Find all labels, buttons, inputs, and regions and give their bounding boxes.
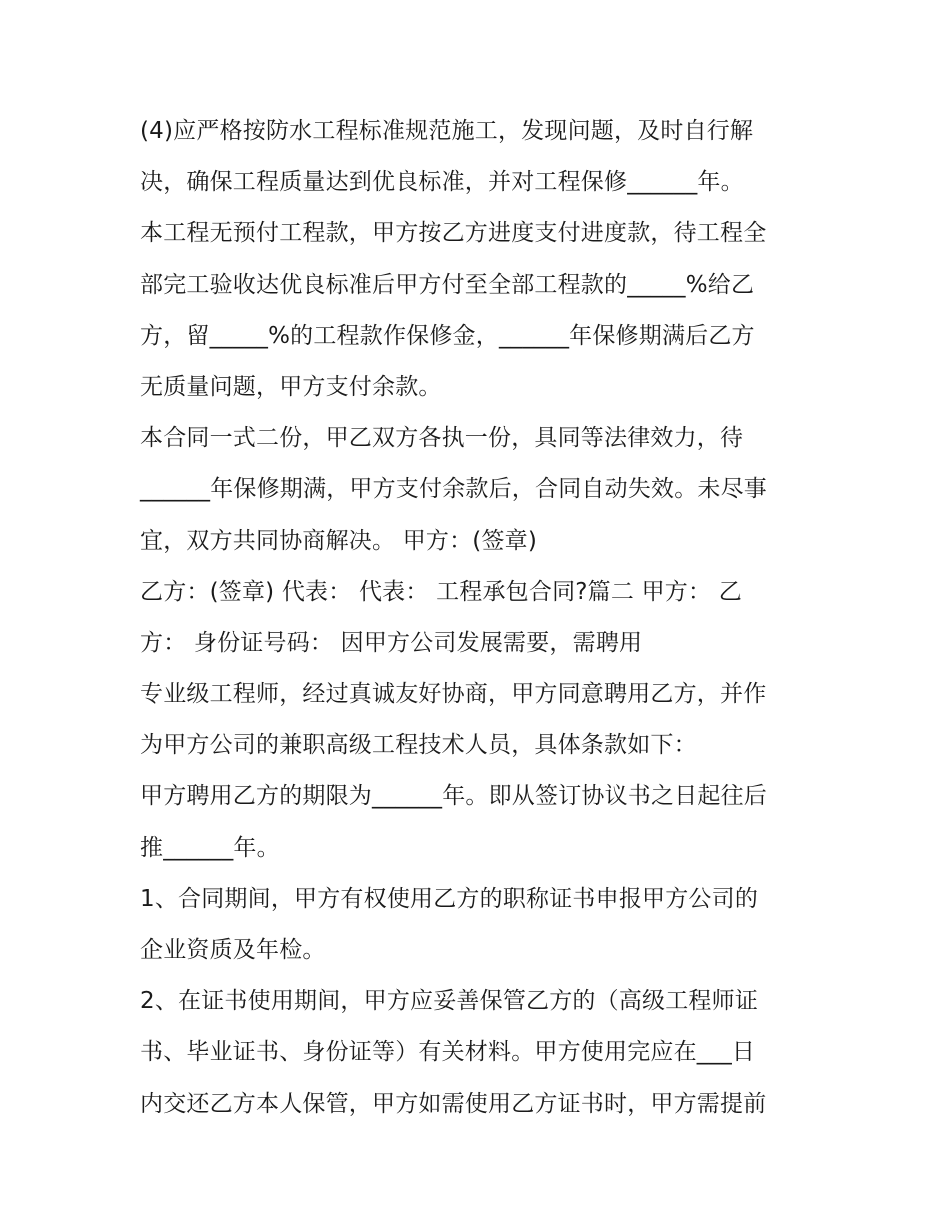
text-line: 乙方：(签章) 代表： 代表： 工程承包合同?篇二 甲方： 乙	[140, 578, 742, 605]
text-line: 专业级工程师，经过真诚友好协商，甲方同意聘用乙方，并作	[140, 681, 767, 708]
text-line: 部完工验收达优良标准后甲方付至全部工程款的_____%给乙	[140, 271, 755, 298]
text-line: 本合同一式二份，甲乙双方各执一份，具同等法律效力，待	[140, 425, 744, 452]
text-line: 方，留_____%的工程款作保修金，______年保修期满后乙方	[140, 322, 755, 349]
text-line: 书、毕业证书、身份证等）有关材料。甲方使用完应在___日	[140, 1039, 756, 1066]
text-line: 本工程无预付工程款，甲方按乙方进度支付进度款，待工程全	[140, 220, 767, 247]
text-line: 推______年。	[140, 834, 280, 861]
text-line: 宜，双方共同协商解决。 甲方：(签章)	[140, 527, 538, 554]
text-line: 1、合同期间，甲方有权使用乙方的职称证书申报甲方公司的	[140, 885, 759, 912]
text-line: 决，确保工程质量达到优良标准，并对工程保修______年。	[140, 169, 744, 196]
text-line: ______年保修期满，甲方支付余款后，合同自动失效。未尽事	[140, 476, 767, 503]
text-line: 企业资质及年检。	[140, 937, 326, 963]
text-line: 方： 身份证号码： 因甲方公司发展需要，需聘用	[140, 629, 643, 656]
text-line: 2、在证书使用期间，甲方应妥善保管乙方的（高级工程师证	[140, 988, 759, 1015]
text-line: 无质量问题，甲方支付余款。	[140, 373, 442, 400]
text-line: 甲方聘用乙方的期限为______年。即从签订协议书之日起往后	[140, 783, 767, 810]
contract-text	[140, 106, 830, 1130]
text-line: 内交还乙方本人保管，甲方如需使用乙方证书时，甲方需提前	[140, 1090, 767, 1117]
text-line: (4)应严格按防水工程标准规范施工，发现问题，及时自行解	[140, 118, 754, 144]
text-line: 为甲方公司的兼职高级工程技术人员，具体条款如下：	[140, 732, 697, 759]
